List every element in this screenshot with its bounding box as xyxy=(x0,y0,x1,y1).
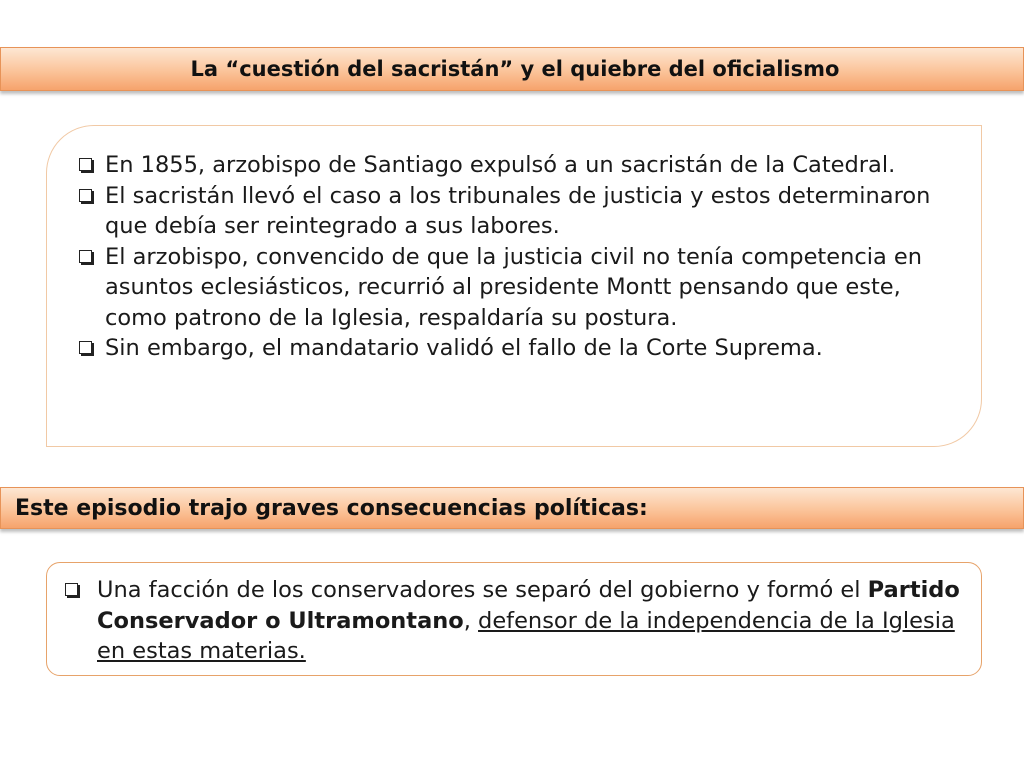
bullet-text: El arzobispo, convencido de que la justicia civil no tenía competencia en asuntos eclesiásticos, recurrió al presidente Montt pensando que este, como patrono de la Iglesia, respaldaría su postura. xyxy=(105,243,923,331)
square-bullet-icon xyxy=(79,189,92,202)
bullet-text: Sin embargo, el mandatario validó el fallo de la Corte Suprema. xyxy=(105,335,823,361)
consequences-bullet-list xyxy=(63,575,963,667)
list-item xyxy=(77,150,957,181)
bullet-text-part1: Una facción de los conservadores se separó del gobierno y formó el xyxy=(97,577,868,603)
list-item xyxy=(63,575,963,667)
list-item xyxy=(77,181,957,242)
list-item xyxy=(77,333,957,364)
underlined-text: defensor de la independencia de la Iglesia en estas materias. xyxy=(97,607,955,664)
bullet-text: En 1855, arzobispo de Santiago expulsó a un sacristán de la Catedral. xyxy=(105,152,896,178)
bullet-text: El sacristán llevó el caso a los tribunales de justicia y estos determinaron que debía ser reintegrado a sus labores. xyxy=(105,182,931,239)
list-item xyxy=(77,242,957,334)
square-bullet-icon xyxy=(65,583,78,596)
square-bullet-icon xyxy=(79,250,92,263)
section-heading: Este episodio trajo graves consecuencias políticas: xyxy=(15,495,648,521)
slide-title: La “cuestión del sacristán” y el quiebre del oficialismo xyxy=(190,57,840,81)
square-bullet-icon xyxy=(79,341,92,354)
square-bullet-icon xyxy=(79,158,92,171)
title-banner xyxy=(0,47,1024,91)
content-box-consequences xyxy=(46,562,982,676)
section-banner xyxy=(0,487,1024,529)
content-box-events xyxy=(46,125,982,447)
party-name: Partido Conservador o Ultramontano xyxy=(97,577,960,634)
events-bullet-list xyxy=(77,150,957,364)
bullet-text-part2: , xyxy=(463,607,479,634)
